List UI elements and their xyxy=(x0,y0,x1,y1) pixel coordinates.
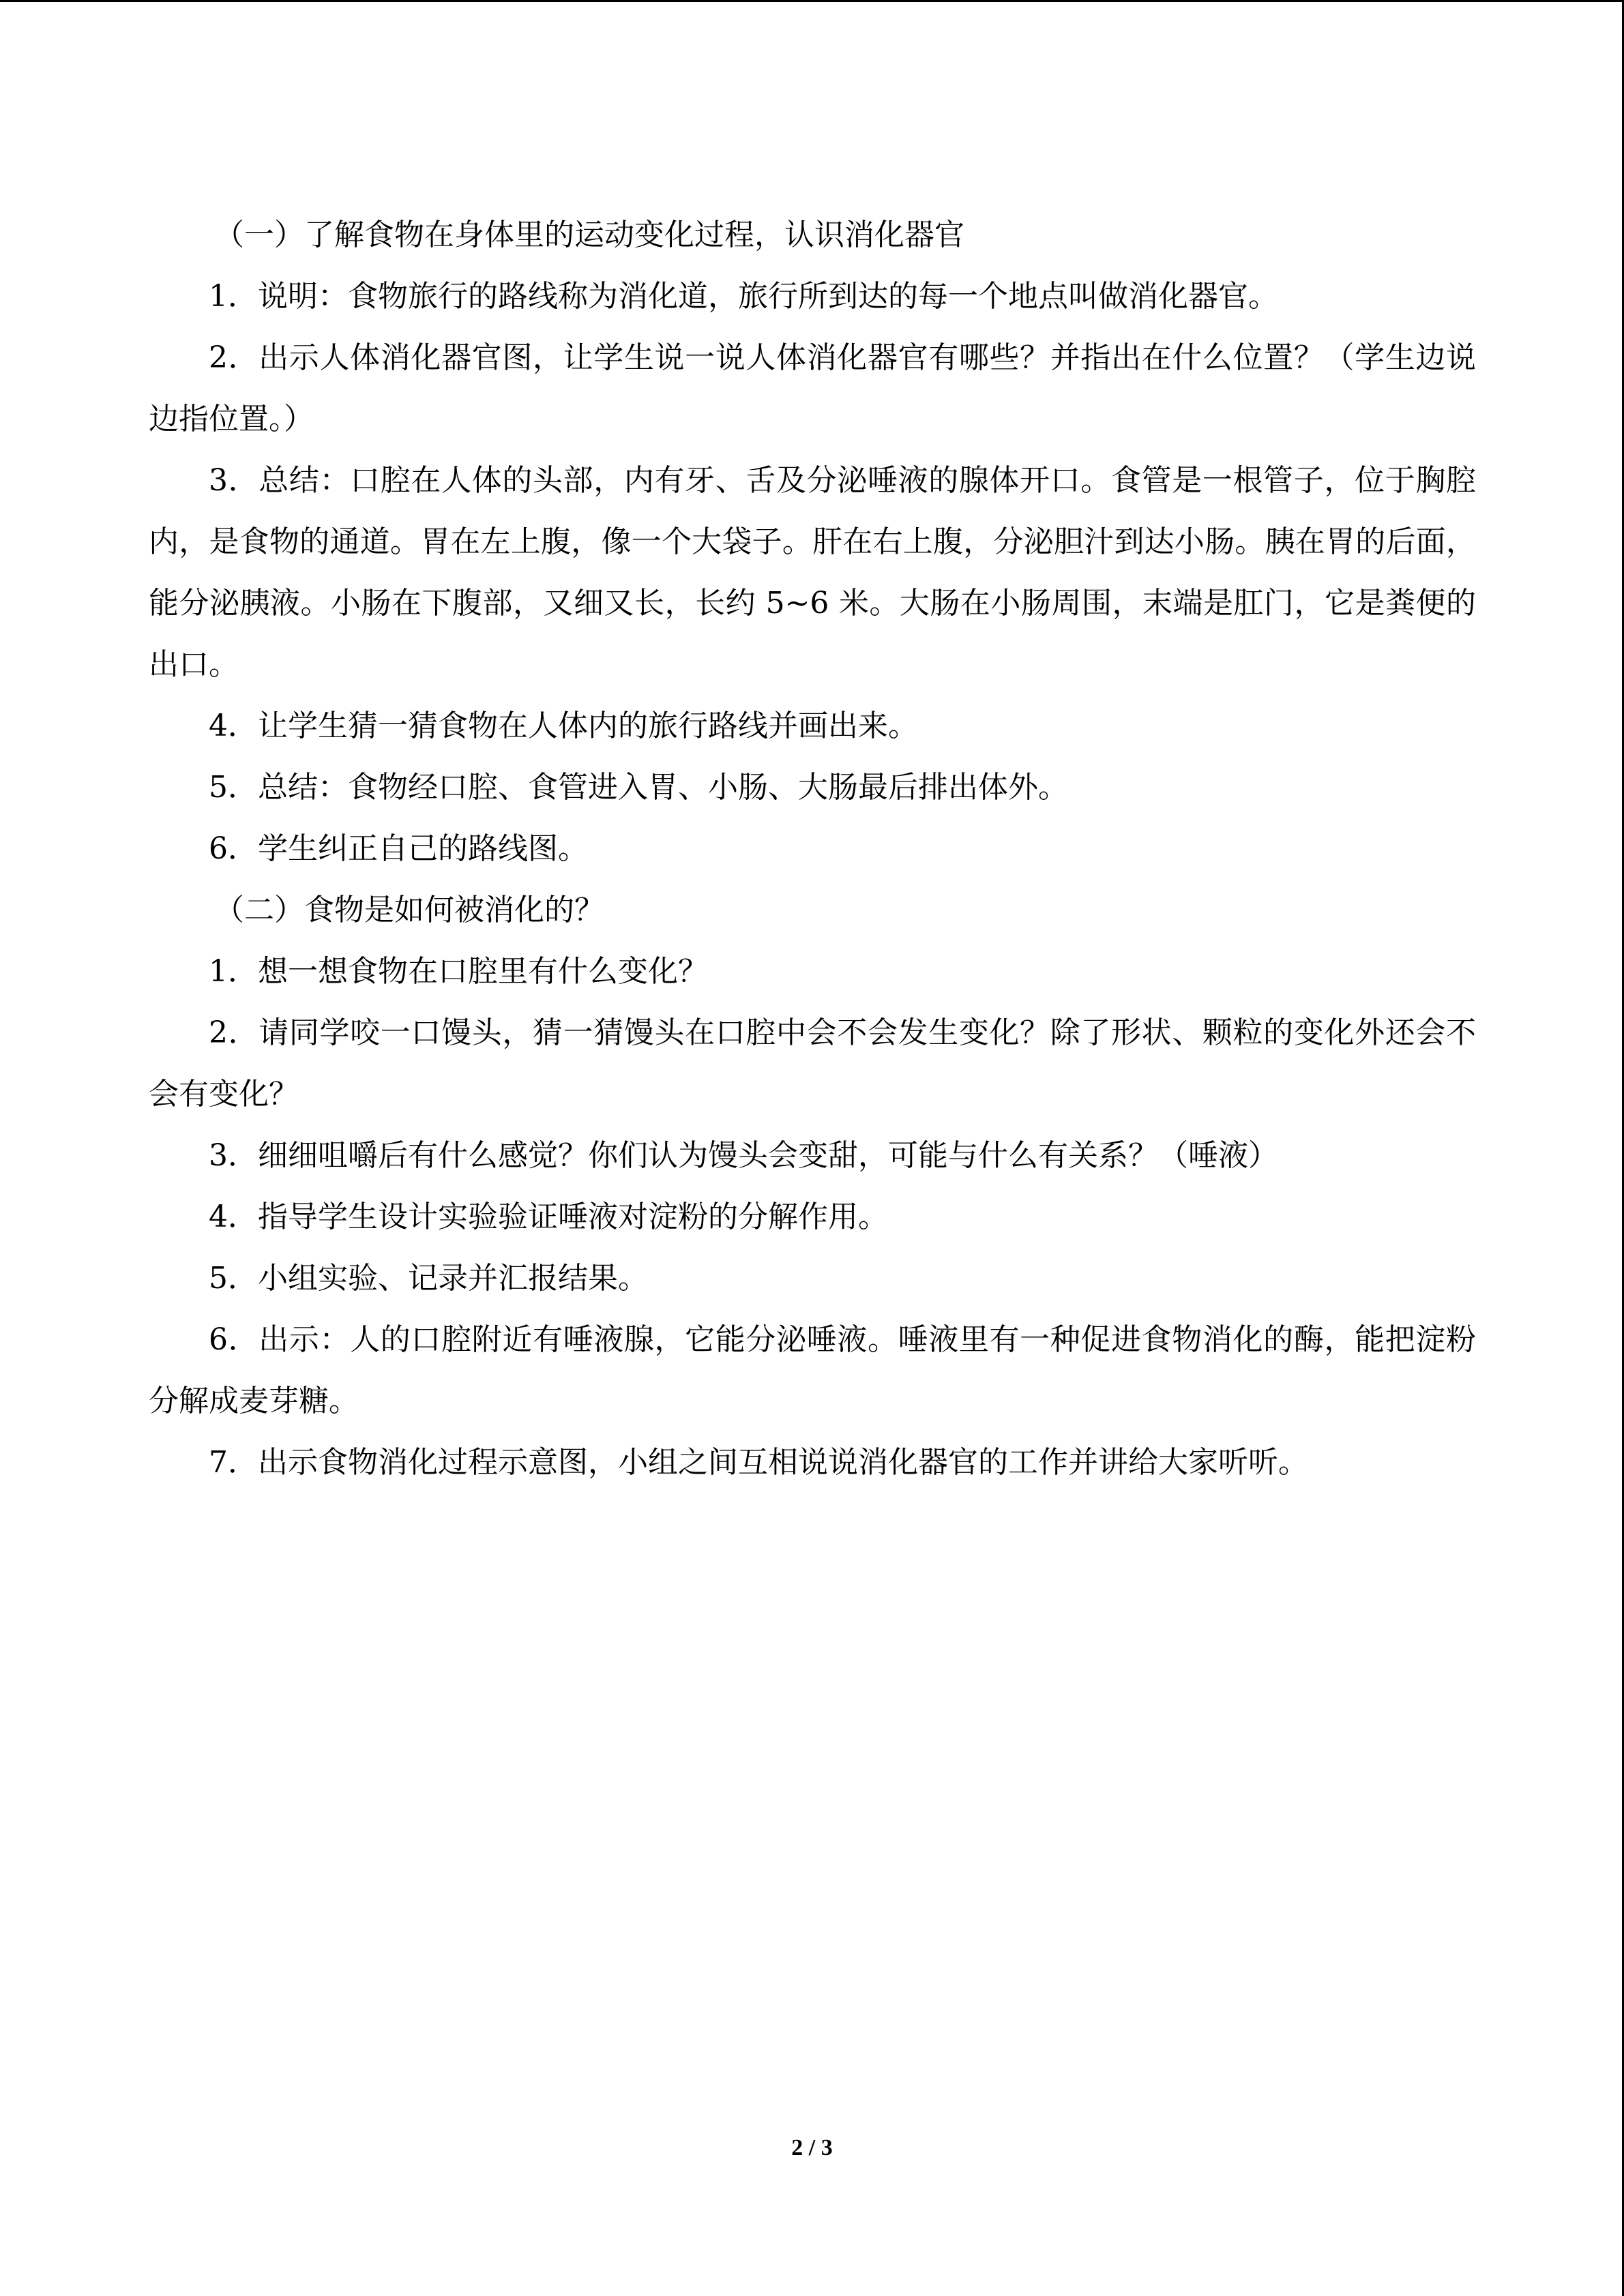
paragraph-item: 5．总结：食物经口腔、食管进入胃、小肠、大肠最后排出体外。 xyxy=(209,770,1068,805)
paragraph-item: 3．细细咀嚼后有什么感觉？你们认为馒头会变甜，可能与什么有关系？（唾液） xyxy=(209,1138,1278,1173)
paragraph-item: 1．想一想食物在口腔里有什么变化？ xyxy=(209,954,708,989)
paragraph-item: 7．出示食物消化过程示意图，小组之间互相说说消化器官的工作并讲给大家听听。 xyxy=(209,1445,1308,1480)
section-heading-1: （一）了解食物在身体里的运动变化过程，认识消化器官 xyxy=(214,218,964,252)
page-border-top xyxy=(0,0,1624,2)
paragraph-item: 2．出示人体消化器官图，让学生说一说人体消化器官有哪些？并指出在什么位置？（学生边说边指位置。） xyxy=(149,340,1476,436)
document-body xyxy=(149,205,1476,1493)
paragraph-item: 4．让学生猜一猜食物在人体内的旅行路线并画出来。 xyxy=(209,709,918,743)
paragraph-item: 1．说明：食物旅行的路线称为消化道，旅行所到达的每一个地点叫做消化器官。 xyxy=(209,279,1278,314)
paragraph-item: 2．请同学咬一口馒头，猜一猜馒头在口腔中会不会发生变化？除了形状、颗粒的变化外还会不会有变化？ xyxy=(149,1015,1476,1112)
paragraph-item: 4．指导学生设计实验验证唾液对淀粉的分解作用。 xyxy=(209,1199,888,1234)
paragraph-item: 6．学生纠正自己的路线图。 xyxy=(209,831,588,866)
paragraph-item: 3．总结：口腔在人体的头部，内有牙、舌及分泌唾液的腺体开口。食管是一根管子，位于胸腔内，是食物的通道。胃在左上腹，像一个大袋子。肝在右上腹，分泌胆汁到达小肠。胰在胃的后面，能分泌胰液。小肠在下腹部，又细又长，长约 5~6 米。大肠在小肠周围，末端是肛门，它是粪便的出口。 xyxy=(149,463,1476,682)
page-number: 2 / 3 xyxy=(791,2135,833,2160)
paragraph-item: 5．小组实验、记录并汇报结果。 xyxy=(209,1261,648,1296)
paragraph-item: 6．出示：人的口腔附近有唾液腺，它能分泌唾液。唾液里有一种促进食物消化的酶，能把淀粉分解成麦芽糖。 xyxy=(149,1322,1476,1418)
section-heading-2: （二）食物是如何被消化的？ xyxy=(214,893,604,927)
